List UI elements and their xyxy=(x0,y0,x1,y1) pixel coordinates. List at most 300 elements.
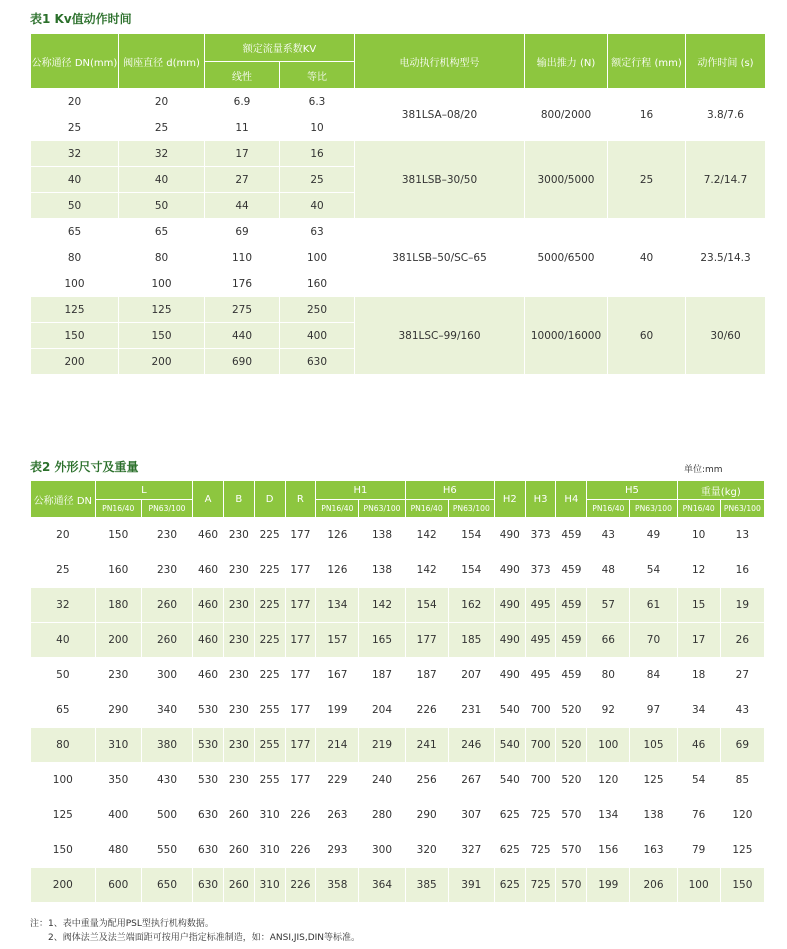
table-cell: 16 xyxy=(720,553,764,588)
header-H4: H4 xyxy=(556,481,587,518)
table-cell: 495 xyxy=(525,588,556,623)
table-cell: 125 xyxy=(31,798,96,833)
table-cell: 200 xyxy=(31,868,96,903)
table-cell: 459 xyxy=(556,658,587,693)
cell-kv-linear: 17 xyxy=(205,141,280,167)
table-cell: 600 xyxy=(95,868,141,903)
table-cell: 27 xyxy=(720,658,764,693)
table-cell: 69 xyxy=(720,728,764,763)
table-cell: 350 xyxy=(95,763,141,798)
cell-kv-linear: 44 xyxy=(205,193,280,219)
cell-kv-equal: 100 xyxy=(280,245,355,271)
cell-seat-diameter: 40 xyxy=(119,167,205,193)
table-cell: 700 xyxy=(525,728,556,763)
table-cell: 206 xyxy=(630,868,677,903)
header-H1-pn1: PN16/40 xyxy=(316,500,359,518)
cell-kv-equal: 16 xyxy=(280,141,355,167)
table-cell: 20 xyxy=(31,518,96,553)
table-cell: 310 xyxy=(95,728,141,763)
cell-dn: 100 xyxy=(31,271,119,297)
table-cell: 10 xyxy=(677,518,720,553)
table-cell: 85 xyxy=(720,763,764,798)
table-row xyxy=(31,89,766,115)
table-cell: 700 xyxy=(525,763,556,798)
table-cell: 255 xyxy=(254,763,285,798)
cell-dn: 25 xyxy=(31,115,119,141)
table-cell: 199 xyxy=(587,868,630,903)
table-cell: 500 xyxy=(141,798,192,833)
table-cell: 570 xyxy=(556,798,587,833)
header-action-time: 动作时间 (s) xyxy=(686,34,766,89)
table-cell: 226 xyxy=(405,693,448,728)
table-cell: 177 xyxy=(285,693,316,728)
cell-kv-equal: 6.3 xyxy=(280,89,355,115)
table-cell: 84 xyxy=(630,658,677,693)
table-row xyxy=(31,833,765,868)
table-cell: 320 xyxy=(405,833,448,868)
table-cell: 177 xyxy=(405,623,448,658)
table-cell: 530 xyxy=(193,763,224,798)
note-2: 2、阀体法兰及法兰端面距可按用户指定标准制造，如：ANSI,JIS,DIN等标准。 xyxy=(30,933,361,943)
table-cell: 167 xyxy=(316,658,359,693)
cell-thrust: 3000/5000 xyxy=(525,141,608,219)
cell-kv-linear: 110 xyxy=(205,245,280,271)
cell-seat-diameter: 80 xyxy=(119,245,205,271)
table-cell: 142 xyxy=(405,518,448,553)
table-row xyxy=(31,658,765,693)
table-row xyxy=(31,693,765,728)
header-H5-pn2: PN63/100 xyxy=(630,500,677,518)
table-cell: 490 xyxy=(494,553,525,588)
table-row xyxy=(31,588,765,623)
table-cell: 125 xyxy=(720,833,764,868)
cell-seat-diameter: 200 xyxy=(119,349,205,375)
table-cell: 177 xyxy=(285,728,316,763)
table-cell: 79 xyxy=(677,833,720,868)
table-cell: 204 xyxy=(359,693,405,728)
header-dn2: 公称通径 DN xyxy=(31,481,96,518)
header-H1: H1 xyxy=(316,481,405,500)
table-cell: 280 xyxy=(359,798,405,833)
table-cell: 520 xyxy=(556,728,587,763)
cell-kv-linear: 176 xyxy=(205,271,280,297)
header-kv-linear: 线性 xyxy=(205,62,280,89)
cell-actuator-model: 381LSA–08/20 xyxy=(355,89,525,141)
table-cell: 630 xyxy=(193,833,224,868)
table-cell: 40 xyxy=(31,623,96,658)
table-cell: 43 xyxy=(587,518,630,553)
table-cell: 310 xyxy=(254,833,285,868)
header-seat-diameter: 阀座直径 d(mm) xyxy=(119,34,205,89)
table-cell: 327 xyxy=(448,833,494,868)
table-cell: 225 xyxy=(254,588,285,623)
cell-kv-equal: 630 xyxy=(280,349,355,375)
table-cell: 230 xyxy=(141,553,192,588)
table-cell: 100 xyxy=(31,763,96,798)
table-cell: 630 xyxy=(193,868,224,903)
table-cell: 177 xyxy=(285,588,316,623)
header-weight-pn1: PN16/40 xyxy=(677,500,720,518)
table-cell: 80 xyxy=(31,728,96,763)
table-cell: 163 xyxy=(630,833,677,868)
cell-stroke: 60 xyxy=(608,297,686,375)
table-cell: 199 xyxy=(316,693,359,728)
table-cell: 226 xyxy=(285,868,316,903)
cell-kv-linear: 6.9 xyxy=(205,89,280,115)
table-cell: 150 xyxy=(720,868,764,903)
table-row xyxy=(31,763,765,798)
table-cell: 156 xyxy=(587,833,630,868)
cell-seat-diameter: 125 xyxy=(119,297,205,323)
note-1: 注：1、表中重量为配用PSL型执行机构数据。 xyxy=(30,919,214,929)
table-cell: 25 xyxy=(31,553,96,588)
table-cell: 230 xyxy=(223,623,254,658)
cell-thrust: 800/2000 xyxy=(525,89,608,141)
table-cell: 142 xyxy=(405,553,448,588)
table-cell: 48 xyxy=(587,553,630,588)
table-cell: 540 xyxy=(494,728,525,763)
cell-thrust: 10000/16000 xyxy=(525,297,608,375)
table-cell: 177 xyxy=(285,553,316,588)
table-cell: 650 xyxy=(141,868,192,903)
table-cell: 187 xyxy=(359,658,405,693)
cell-kv-linear: 27 xyxy=(205,167,280,193)
table-cell: 177 xyxy=(285,518,316,553)
table-cell: 490 xyxy=(494,518,525,553)
table-cell: 134 xyxy=(587,798,630,833)
table-cell: 260 xyxy=(141,623,192,658)
table-cell: 19 xyxy=(720,588,764,623)
table-cell: 180 xyxy=(95,588,141,623)
table-cell: 225 xyxy=(254,518,285,553)
table-cell: 290 xyxy=(95,693,141,728)
table-cell: 267 xyxy=(448,763,494,798)
table-cell: 231 xyxy=(448,693,494,728)
table-cell: 459 xyxy=(556,588,587,623)
table-cell: 150 xyxy=(31,833,96,868)
table-row xyxy=(31,518,765,553)
table-cell: 46 xyxy=(677,728,720,763)
table-cell: 49 xyxy=(630,518,677,553)
cell-kv-equal: 250 xyxy=(280,297,355,323)
table-cell: 240 xyxy=(359,763,405,798)
header-L: L xyxy=(95,481,193,500)
table-cell: 530 xyxy=(193,728,224,763)
cell-stroke: 40 xyxy=(608,219,686,297)
table-row xyxy=(31,798,765,833)
table-cell: 150 xyxy=(95,518,141,553)
table-cell: 459 xyxy=(556,518,587,553)
header-H2: H2 xyxy=(494,481,525,518)
header-H5-pn1: PN16/40 xyxy=(587,500,630,518)
cell-dn: 80 xyxy=(31,245,119,271)
table-cell: 126 xyxy=(316,553,359,588)
table-cell: 460 xyxy=(193,658,224,693)
table-cell: 260 xyxy=(141,588,192,623)
cell-seat-diameter: 150 xyxy=(119,323,205,349)
table-cell: 61 xyxy=(630,588,677,623)
table-cell: 230 xyxy=(223,588,254,623)
table-cell: 263 xyxy=(316,798,359,833)
table-cell: 460 xyxy=(193,623,224,658)
table-cell: 230 xyxy=(223,763,254,798)
table-cell: 300 xyxy=(359,833,405,868)
table-cell: 138 xyxy=(359,518,405,553)
table-cell: 105 xyxy=(630,728,677,763)
table-cell: 230 xyxy=(95,658,141,693)
table-cell: 230 xyxy=(141,518,192,553)
table-cell: 225 xyxy=(254,553,285,588)
header-R: R xyxy=(285,481,316,518)
table-cell: 226 xyxy=(285,798,316,833)
table-cell: 460 xyxy=(193,518,224,553)
table-cell: 256 xyxy=(405,763,448,798)
table-cell: 200 xyxy=(95,623,141,658)
table-row xyxy=(31,623,765,658)
table-cell: 214 xyxy=(316,728,359,763)
table-cell: 65 xyxy=(31,693,96,728)
table-cell: 229 xyxy=(316,763,359,798)
table-cell: 490 xyxy=(494,658,525,693)
cell-thrust: 5000/6500 xyxy=(525,219,608,297)
table-cell: 12 xyxy=(677,553,720,588)
table-cell: 120 xyxy=(587,763,630,798)
table-row xyxy=(31,141,766,167)
table-cell: 400 xyxy=(95,798,141,833)
table-cell: 26 xyxy=(720,623,764,658)
table-cell: 100 xyxy=(587,728,630,763)
header-kv: 额定流量系数KV xyxy=(205,34,355,62)
table-cell: 255 xyxy=(254,693,285,728)
table-cell: 126 xyxy=(316,518,359,553)
cell-dn: 125 xyxy=(31,297,119,323)
table-cell: 100 xyxy=(677,868,720,903)
cell-kv-linear: 11 xyxy=(205,115,280,141)
table-cell: 54 xyxy=(630,553,677,588)
table-cell: 630 xyxy=(193,798,224,833)
unit-label: 单位:mm xyxy=(684,465,723,475)
cell-stroke: 25 xyxy=(608,141,686,219)
header-H3: H3 xyxy=(525,481,556,518)
table-cell: 207 xyxy=(448,658,494,693)
cell-actuator-model: 381LSB–50/SC–65 xyxy=(355,219,525,297)
table-cell: 260 xyxy=(223,833,254,868)
header-actuator-model: 电动执行机构型号 xyxy=(355,34,525,89)
table-cell: 364 xyxy=(359,868,405,903)
header-A: A xyxy=(193,481,224,518)
table-cell: 226 xyxy=(285,833,316,868)
cell-kv-equal: 10 xyxy=(280,115,355,141)
table-cell: 495 xyxy=(525,623,556,658)
table-cell: 120 xyxy=(720,798,764,833)
table-cell: 293 xyxy=(316,833,359,868)
table-cell: 230 xyxy=(223,693,254,728)
table-cell: 495 xyxy=(525,658,556,693)
table-cell: 70 xyxy=(630,623,677,658)
header-H1-pn2: PN63/100 xyxy=(359,500,405,518)
table-cell: 520 xyxy=(556,763,587,798)
table-cell: 154 xyxy=(448,553,494,588)
header-D: D xyxy=(254,481,285,518)
header-L-pn2: PN63/100 xyxy=(141,500,192,518)
table-cell: 43 xyxy=(720,693,764,728)
table-cell: 725 xyxy=(525,798,556,833)
cell-dn: 40 xyxy=(31,167,119,193)
table-cell: 540 xyxy=(494,693,525,728)
table-cell: 97 xyxy=(630,693,677,728)
table-cell: 540 xyxy=(494,763,525,798)
header-H6-pn1: PN16/40 xyxy=(405,500,448,518)
table-cell: 177 xyxy=(285,763,316,798)
table-cell: 160 xyxy=(95,553,141,588)
table-cell: 260 xyxy=(223,798,254,833)
table-cell: 340 xyxy=(141,693,192,728)
dimension-table xyxy=(30,480,765,903)
cell-seat-diameter: 25 xyxy=(119,115,205,141)
table-cell: 241 xyxy=(405,728,448,763)
table-cell: 230 xyxy=(223,553,254,588)
table-cell: 550 xyxy=(141,833,192,868)
cell-seat-diameter: 100 xyxy=(119,271,205,297)
cell-kv-linear: 69 xyxy=(205,219,280,245)
table1-title: 表1 Kv值动作时间 xyxy=(30,12,132,26)
table-cell: 32 xyxy=(31,588,96,623)
table-cell: 230 xyxy=(223,518,254,553)
table-cell: 219 xyxy=(359,728,405,763)
cell-dn: 50 xyxy=(31,193,119,219)
table-cell: 480 xyxy=(95,833,141,868)
cell-kv-equal: 63 xyxy=(280,219,355,245)
table-cell: 255 xyxy=(254,728,285,763)
table-cell: 154 xyxy=(405,588,448,623)
table-cell: 307 xyxy=(448,798,494,833)
table-cell: 230 xyxy=(223,658,254,693)
cell-actuator-model: 381LSC–99/160 xyxy=(355,297,525,375)
cell-dn: 65 xyxy=(31,219,119,245)
table-row xyxy=(31,868,765,903)
cell-action-time: 30/60 xyxy=(686,297,766,375)
cell-action-time: 7.2/14.7 xyxy=(686,141,766,219)
table-cell: 520 xyxy=(556,693,587,728)
table-cell: 310 xyxy=(254,868,285,903)
table-cell: 185 xyxy=(448,623,494,658)
cell-dn: 200 xyxy=(31,349,119,375)
table-cell: 625 xyxy=(494,868,525,903)
table-cell: 142 xyxy=(359,588,405,623)
cell-dn: 32 xyxy=(31,141,119,167)
cell-seat-diameter: 20 xyxy=(119,89,205,115)
header-H5: H5 xyxy=(587,481,677,500)
table-cell: 76 xyxy=(677,798,720,833)
table-cell: 460 xyxy=(193,588,224,623)
cell-kv-equal: 160 xyxy=(280,271,355,297)
table-cell: 154 xyxy=(448,518,494,553)
table-cell: 177 xyxy=(285,623,316,658)
table-cell: 134 xyxy=(316,588,359,623)
table-cell: 490 xyxy=(494,623,525,658)
table-cell: 260 xyxy=(223,868,254,903)
table-cell: 310 xyxy=(254,798,285,833)
table-cell: 57 xyxy=(587,588,630,623)
table-cell: 165 xyxy=(359,623,405,658)
header-H6: H6 xyxy=(405,481,494,500)
table-cell: 54 xyxy=(677,763,720,798)
cell-action-time: 23.5/14.3 xyxy=(686,219,766,297)
table-row xyxy=(31,553,765,588)
table2-title: 表2 外形尺寸及重量 xyxy=(30,460,139,474)
table-cell: 570 xyxy=(556,868,587,903)
cell-kv-equal: 25 xyxy=(280,167,355,193)
table-cell: 17 xyxy=(677,623,720,658)
table-cell: 700 xyxy=(525,693,556,728)
header-kv-equal: 等比 xyxy=(280,62,355,89)
header-weight: 重量(kg) xyxy=(677,481,764,500)
table-cell: 50 xyxy=(31,658,96,693)
table-cell: 530 xyxy=(193,693,224,728)
header-B: B xyxy=(223,481,254,518)
table-cell: 459 xyxy=(556,553,587,588)
cell-seat-diameter: 32 xyxy=(119,141,205,167)
table-cell: 92 xyxy=(587,693,630,728)
table-cell: 80 xyxy=(587,658,630,693)
table-cell: 625 xyxy=(494,833,525,868)
header-thrust: 输出推力 (N) xyxy=(525,34,608,89)
cell-kv-linear: 440 xyxy=(205,323,280,349)
table-cell: 187 xyxy=(405,658,448,693)
cell-kv-equal: 400 xyxy=(280,323,355,349)
table-row xyxy=(31,297,766,323)
table-cell: 290 xyxy=(405,798,448,833)
kv-table xyxy=(30,33,766,375)
header-H6-pn2: PN63/100 xyxy=(448,500,494,518)
table-cell: 13 xyxy=(720,518,764,553)
table-cell: 391 xyxy=(448,868,494,903)
cell-actuator-model: 381LSB–30/50 xyxy=(355,141,525,219)
cell-kv-linear: 690 xyxy=(205,349,280,375)
table-cell: 725 xyxy=(525,868,556,903)
table-cell: 459 xyxy=(556,623,587,658)
table-cell: 157 xyxy=(316,623,359,658)
table-cell: 225 xyxy=(254,658,285,693)
table-cell: 15 xyxy=(677,588,720,623)
table-cell: 625 xyxy=(494,798,525,833)
table-cell: 34 xyxy=(677,693,720,728)
cell-seat-diameter: 50 xyxy=(119,193,205,219)
table-cell: 138 xyxy=(359,553,405,588)
cell-seat-diameter: 65 xyxy=(119,219,205,245)
table-cell: 225 xyxy=(254,623,285,658)
table-cell: 230 xyxy=(223,728,254,763)
table-cell: 18 xyxy=(677,658,720,693)
cell-kv-linear: 275 xyxy=(205,297,280,323)
table-cell: 380 xyxy=(141,728,192,763)
table-cell: 385 xyxy=(405,868,448,903)
cell-dn: 150 xyxy=(31,323,119,349)
cell-stroke: 16 xyxy=(608,89,686,141)
table-cell: 66 xyxy=(587,623,630,658)
table-cell: 490 xyxy=(494,588,525,623)
table-row xyxy=(31,728,765,763)
table-cell: 460 xyxy=(193,553,224,588)
table-cell: 373 xyxy=(525,518,556,553)
table-cell: 430 xyxy=(141,763,192,798)
table-row xyxy=(31,219,766,245)
cell-action-time: 3.8/7.6 xyxy=(686,89,766,141)
cell-dn: 20 xyxy=(31,89,119,115)
table-cell: 358 xyxy=(316,868,359,903)
cell-kv-equal: 40 xyxy=(280,193,355,219)
header-weight-pn2: PN63/100 xyxy=(720,500,764,518)
